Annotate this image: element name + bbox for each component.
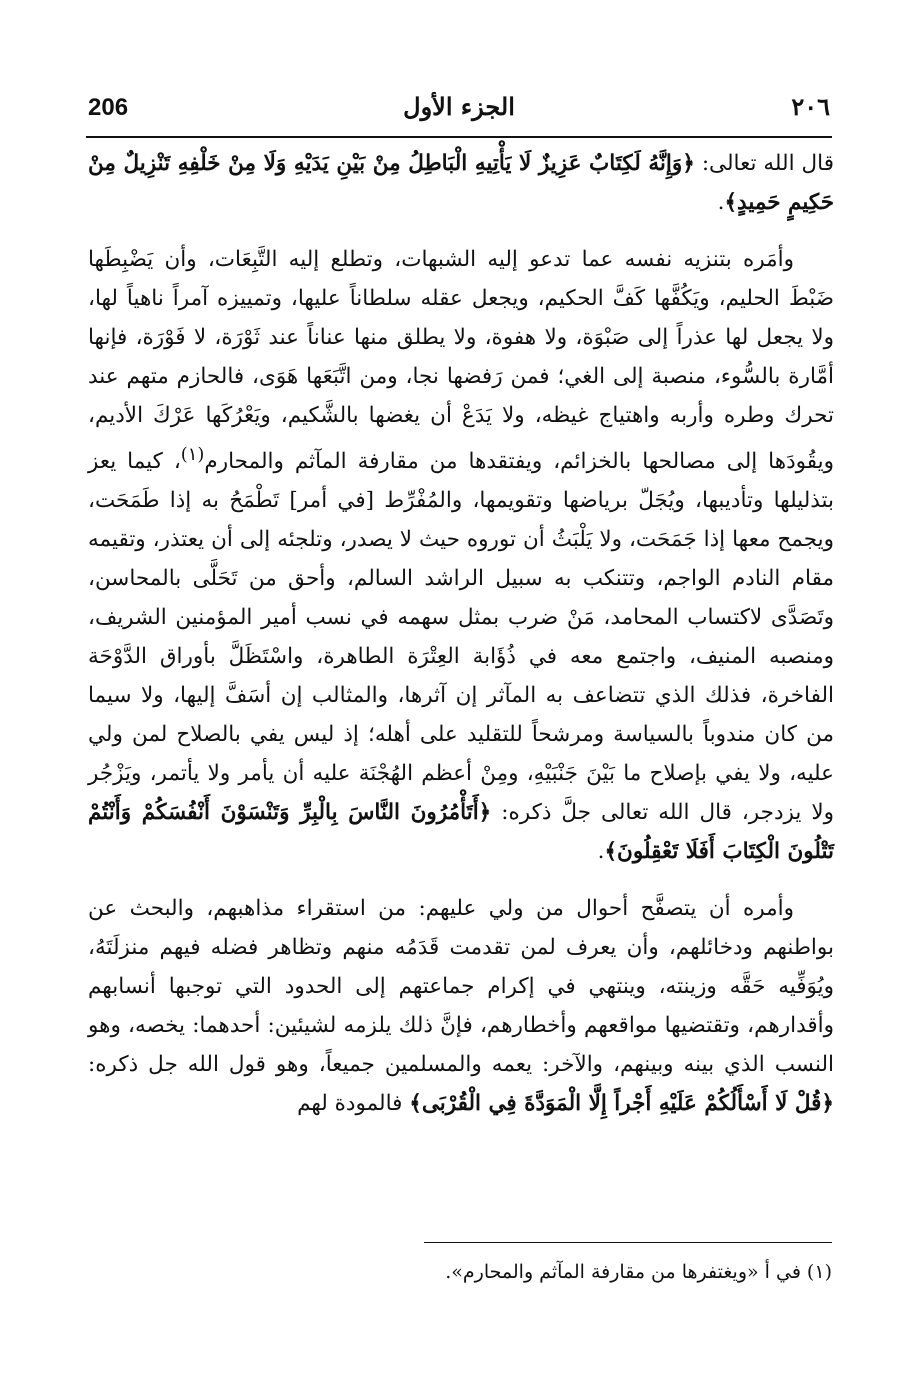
quran-verse-2: ﴿أَتَأْمُرُونَ النَّاسَ بِالْبِرِّ وَتَنْسَوْنَ أَنْفُسَكُمْ وَأَنْتُمْ تَتْلُونَ الْكِتَابَ أَفَلَا تَعْقِلُونَ﴾ [88,800,834,865]
header-divider [86,136,832,138]
paragraph-1-end: . [717,190,725,215]
page-number-latin: 206 [88,94,129,121]
paragraph-1 [88,144,834,222]
paragraph-2 [88,240,834,871]
paragraph-3-end: فالمودة لهم [297,1091,410,1117]
quran-verse-3: ﴿قُلْ لَا أَسْأَلُكُمْ عَلَيْهِ أَجْراً إِلَّا الْمَوَدَّةَ فِي الْقُرْبَى﴾ [409,1091,834,1117]
paragraph-2-end: . [597,839,605,865]
paragraph-1-intro: قال الله تعالى: [694,151,834,176]
page-number-arabic: ٢٠٦ [791,92,830,121]
main-text [88,144,834,1123]
quran-verse-1: ﴿وَإِنَّهُ لَكِتَابٌ عَزِيزٌ لَا يَأْتِيهِ الْبَاطِلُ مِنْ بَيْنِ يَدَيْهِ وَلَا مِنْ خَلْفِهِ تَنْزِيلٌ مِنْ حَكِيمٍ حَمِيدٍ﴾ [88,151,834,215]
paragraph-2-text-b: ، كيما يعز بتذليلها وتأديبها، ويُجَلّ برياضها وتقويمها، والمُفْرِّط [في أمر] تَطْمَحُ به إذا طَمَحَت، ويجمح معها إذا جَمَحَت، ولا يَلْبَثُ أن توروه حيث لا يصدر، وتلجئه إلى أن يعتذر، وتقيمه مقام النادم الواجم، وتتنكب به سبيل الراشد السالم، وأحق من تَحَلَّى بالمحاسن، وتَصَدَّى لاكتساب المحامد، مَنْ ضرب بمثل سهمه في نسب أمير المؤمنين الشريف، ومنصبه المنيف، واجتمع معه في ذُؤَابة العِتْرَة الطاهرة، واسْتَظَلَّ بأوراق الدَّوْحَة الفاخرة، فذلك الذي تتضاعف به المآثر إن آثرها، والمثالب إن أسَفَّ إليها، ولا سيما من كان مندوباً بالسياسة ومرشحاً للتقليد على أهله؛ إذ ليس يفي بالصلاح لمن ولي عليه، ولا يفي بإصلاح ما بَيْنَ جَنْبَيْهِ، ومِنْ أعظم الهُجْنَة عليه أن يأمر ولا يأتمر، ويَزْجُر ولا يزدجر، قال الله تعالى جلَّ ذكره: [88,449,834,826]
footnote-mark: (١) [180,444,205,465]
footnote-divider [424,1242,832,1243]
footnote: (١) في أ «ويغتفرها من مقارفة المآثم والمحارم». [445,1261,832,1283]
page-header [86,92,832,132]
paragraph-3 [88,889,834,1123]
paragraph-3-text: وأمره أن يتصفَّح أحوال من ولي عليهم: من استقراء مذاهبهم، والبحث عن بواطنهم ودخائلهم، وأن يعرف لمن تقدمت قَدَمُه منهم وتظاهر فضله فيهم منزلَتَهُ، ويُوَفِّيه حَقَّه وزينته، وينتهي في إكرام جماعتهم إلى الحدود التي توجبها أنسابهم وأقدارهم، وتقتضيها مواقعهم وأخطارهم، فإنَّ ذلك يلزمه لشيئين: أحدهما: يخصه، وهو النسب الذي بينه وبينهم، والآخر: يعمه والمسلمين جميعاً، وهو قول الله جل ذكره: [88,896,834,1078]
running-title: الجزء الأول [403,92,515,121]
paragraph-2-text-a: وأمَره بتنزيه نفسه عما تدعو إليه الشبهات، وتطلع إليه التَّبِعَات، وأن يَضْبِطَها ضَبْطَ الحليم، ويَكُفَّها كَفَّ الحكيم، ويجعل عقله سلطاناً عليها، وتمييزه آمراً ناهياً لها، ولا يجعل لها عذراً إلى صَبْوَة، ولا هفوة، ولا يطلق منها عناناً عند ثَوْرَة، لا فَوْرَة، فإنها أمَّارة بالسُّوء، منصبة إلى الغي؛ فمن رَفضها نجا، ومن اتَّبَعَها هَوَى، فالحازم متهم عند تحرك وطره وأربه واهتياج غيظه، ولا يَدَعْ أن يغضها بالشَّكيم، ويَعْرُكَها عَرْكَ الأديم، ويقُودَها إلى مصالحها بالخزائم، ويفتقدها من مقارفة المآثم والمحارم [88,247,834,475]
